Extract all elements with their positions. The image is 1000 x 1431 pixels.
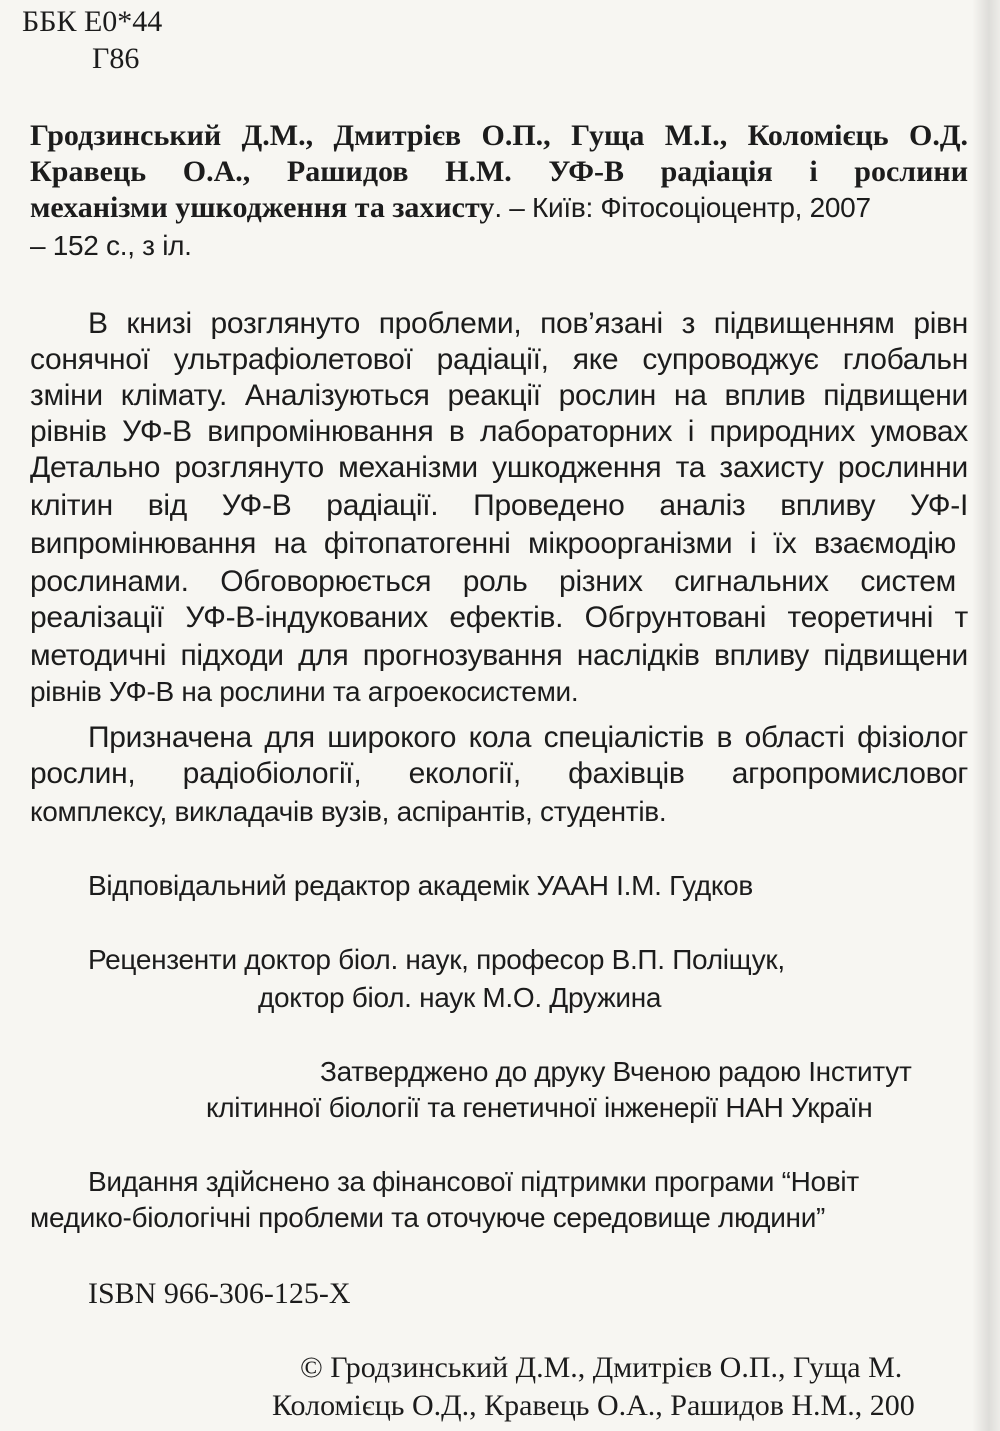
responsible-editor: Відповідальний редактор академік УААН І.М. Гудков [88,870,753,901]
abstract-line: рівнів УФ-В на рослини та агроекосистеми. [30,676,579,707]
bib-title-bold: механізми ушкодження та захисту [30,191,495,224]
audience-line: Призначена для широкого кола спеціалістів в області фізіолог [88,721,968,754]
bbk-code: ББК Е0*44 [22,5,163,38]
copyright-line-1: © Гродзинський Д.М., Дмитрієв О.П., Гуща М. [300,1351,903,1384]
funding-line-2: медико-біологічні проблеми та оточуюче середовище людини” [30,1202,826,1233]
bib-title-line-3 [30,190,871,226]
author-mark: Г86 [92,42,140,75]
abstract-line: сонячної ультрафіолетової радіації, яке супроводжує глобальн [30,343,968,376]
funding-line-1: Видання здійснено за фінансової підтримки програми “Новіт [88,1166,859,1197]
abstract-line: В книзі розглянуто проблеми, пов’язані з підвищенням рівн [88,307,968,340]
abstract-line: випромінювання на фітопатогенні мікроорганізми і їх взаємодію [30,527,956,560]
abstract-line: реалізації УФ-В-індукованих ефектів. Обгрунтовані теоретичні т [30,601,968,634]
bib-authors-line-2: Кравець О.А., Рашидов Н.М. УФ-В радіація і рослини [30,155,968,188]
reviewers-line-2: доктор біол. наук М.О. Дружина [258,982,662,1013]
bib-authors-line-1: Гродзинський Д.М., Дмитрієв О.П., Гуща М.І., Коломієць О.Д. [30,119,968,152]
bib-publisher: . – Київ: Фітосоціоцентр, 2007 [494,192,871,223]
copyright-line-2: Коломієць О.Д., Кравець О.А., Рашидов Н.М., 200 [272,1389,915,1422]
abstract-line: зміни клімату. Аналізуються реакції рослин на вплив підвищени [30,379,968,412]
abstract-line: Детально розглянуто механізми ушкодження та захисту рослинни [30,451,968,484]
isbn: ISBN 966-306-125-X [88,1277,351,1310]
approved-line-2: клітинної біології та генетичної інженерії НАН Україн [206,1092,873,1123]
bib-pages: – 152 с., з іл. [30,230,192,261]
audience-line: рослин, радіобіології, екології, фахівців агропромисловог [30,757,968,790]
abstract-line: рослинами. Обговорюється роль різних сигнальних систем [30,565,956,598]
abstract-line: методичні підходи для прогнозування наслідків впливу підвищени [30,639,968,672]
reviewers-line-1: Рецензенти доктор біол. наук, професор В.П. Поліщук, [88,944,785,975]
approved-line-1: Затверджено до друку Вченою радою Інститут [320,1056,912,1087]
abstract-line: рівнів УФ-В випромінювання в лабораторних і природних умовах [30,415,968,448]
abstract-line: клітин від УФ-В радіації. Проведено аналіз впливу УФ-І [30,489,968,522]
audience-line: комплексу, викладачів вузів, аспірантів, студентів. [30,796,667,827]
page-edge-shadow [972,0,1000,1431]
